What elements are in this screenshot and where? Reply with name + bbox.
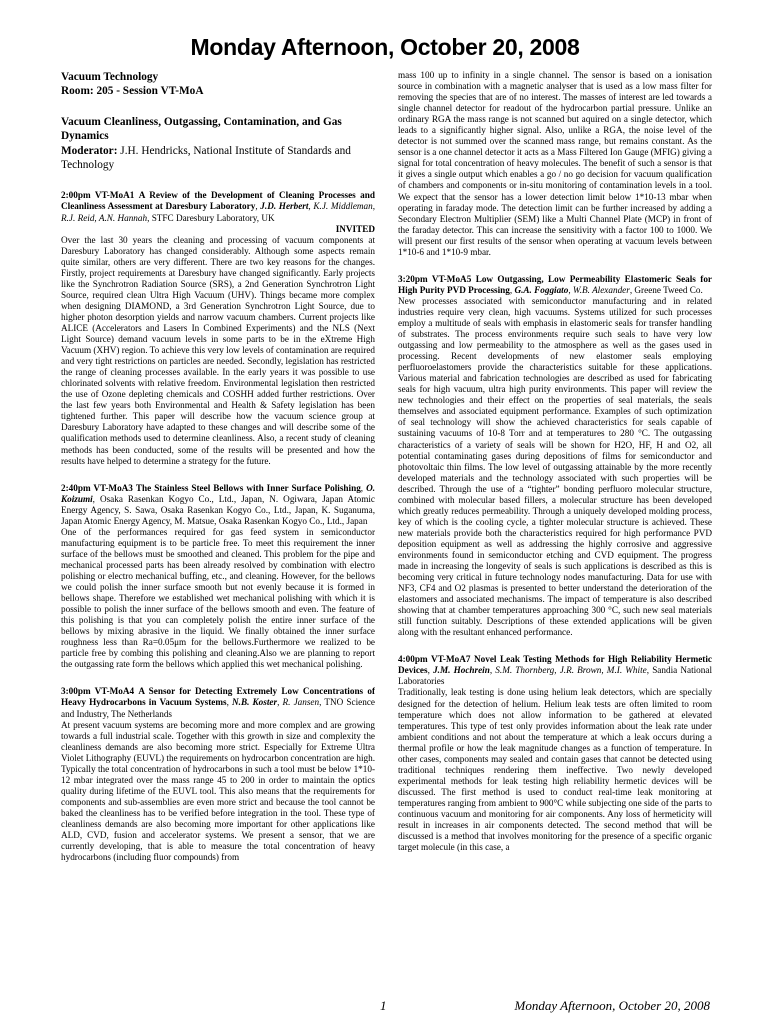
abstract-presenter: J.D. Herbert <box>260 201 309 212</box>
abstract-title: Novel Leak Testing Methods for High Reliability Hermetic Devices <box>398 654 712 676</box>
abstract-header: 2:00pm VT-MoA1 A Review of the Development of Cleaning Processes and Cleanliness Assessment at Daresbury Laboratory, J.D. Herbert, K.J. Middleman, R.J. Reid, A.N. Hannah, STFC Daresbury Laboratory, UK <box>61 190 375 223</box>
moderator-label: Moderator: <box>61 144 118 157</box>
session-room: Room: 205 - Session VT-MoA <box>61 85 204 98</box>
abstract-vt-moa5 <box>398 274 712 639</box>
abstract-body-continued: mass 100 up to infinity in a single channel. The sensor is based on a ionisation source in combination with a magnetic analyser that is used as a low mass filter for removing the species that are of no interest. The masses of interest are led towards a single channel detector for readout of the hydrocarbon partial pressure. Unlike an ordinary RGA the mass range is not scanned but aquired on a single detector, which leads to a significantly higher signal. Also, unlike a RGA, the noise level of the detector is not summed over the scanned mass range, but remains constant. As the sensor is a one channel detector it acts as a Mass Filtered Ion Gauge (MFIG) giving a signal for total concentration of heavy molecules. The benefit of such a sensor is that it gives a single output which enables a go / no go decision for vacuum qualification of chambers and components or in-situ monitoring of contamination levels in a tool. We expect that the sensor has a lower detection limit below 1*10-13 mbar when operating in faraday mode. The detection limit can be further increased by adding a Secondary Electron Multiplier (SEM) like a Multi Channel Plate (MCP) in front of the faraday detector. This can increase the sensitivity with a factor 100 to 1000. We will present our first results of the sensor when operating at vacuum levels between 1*10-6 and 1*10-9 mbar. <box>398 70 712 257</box>
abstract-affiliation: Sandia National Laboratories <box>398 665 712 687</box>
abstract-vt-moa4-continued <box>398 70 712 258</box>
session-topic: Vacuum Cleanliness, Outgassing, Contamination, and Gas Dynamics <box>61 115 342 143</box>
session-moderator <box>61 144 375 173</box>
abstract-header: 4:00pm VT-MoA7 Novel Leak Testing Methods for High Reliability Hermetic Devices, J.M. Hochrein, S.M. Thornberg, J.R. Brown, M.I. White, Sandia National Laboratories <box>398 654 712 687</box>
abstract-vt-moa1 <box>61 190 375 466</box>
abstract-title: Low Outgassing, Low Permeability Elastomeric Seals for High Purity PVD Processing <box>398 273 712 295</box>
abstract-vt-moa7 <box>398 654 712 853</box>
abstract-vt-moa3 <box>61 483 375 671</box>
page-number: 1 <box>380 998 387 1013</box>
abstract-coauthors: K.J. Middleman, R.J. Reid, A.N. Hannah <box>61 201 375 223</box>
page-title: Monday Afternoon, October 20, 2008 <box>190 34 580 60</box>
left-column <box>61 70 375 1000</box>
abstract-time-id: 2:40pm VT-MoA3 <box>61 482 133 493</box>
abstract-presenter: N.B. Koster <box>232 697 278 708</box>
abstract-body: Over the last 30 years the cleaning and processing of vacuum components at Daresbury Laboratory has changed considerably. Although some aspects remain quite similar, others are very different. There are two key reasons for the changes. Firstly, project requirements at Daresbury have changed significantly. Early projects like the Synchrotron Radiation Source (SRS), a 2nd Generation Synchrotron Light Source, required clean Ultra High Vacuum (UHV). Things became more complex when designing DIAMOND, a 3rd Generation Synchrotron Light Source, due to higher photon desorption yields and narrow vacuum chambers. Current projects like ALICE (Accelerators and Lasers In Combined Experiments) and the NLS (Next Light Source) demand vacuum levels in some parts to be in the eXtreme High Vacuum (XHV) region. To achieve this very low levels of contamination are required and very tight restrictions on particles are needed. Secondly, legislation has restricted the range of cleaning processes available. In the early years it was possible to use chlorinated solvents with relative freedom. Environmental legislation then restricted the use of Ozone depleting chemicals and COSHH added further restrictions. Over the last few years both Environmental and Health & Safety legislation has been tightened further. This paper will describe how the vacuum science group at Daresbury Laboratory have adapted to these changes and will describe some of the qualification methods used to determine cleanliness. Also, a recent study of cleaning methods has been conducted, some of the results will be presented and how the results have helped to determine a strategy for the future. <box>61 234 375 466</box>
abstract-affiliation: STFC Daresbury Laboratory, UK <box>151 212 275 223</box>
abstract-body: At present vacuum systems are becoming more and more complex and are growing towards a full industrial scale. Together with this growth in size and complexity the cleanliness demands are also becoming more strict. Especially for Extreme Ultra Violet Lithography (EUVL) the requirements on hydrocarbon concentration are high. Typically the total concentration of hydrocarbons in such a tool must be below 1*10-12 mbar integrated over the mass range 45 to 200 in order to maintain the optics quality during lifetime of the EUVL tool. This also means that the requirements for components and sub-assemblies are even more strict and because the tool cannot be baked the cleanliness has to be verified before integration in the tool. These type of cleanliness demands are also becoming more important for other applications like ALD, CVD, fusion and accelerator systems. We present a sensor, that we are currently developing, that is able to measure the total concentration of heavy hydrocarbons (including fluor compounds) from <box>61 719 375 863</box>
abstract-title: A Review of the Development of Cleaning Processes and Cleanliness Assessment at Daresbury Laboratory <box>61 190 375 212</box>
invited-label: INVITED <box>335 223 375 234</box>
abstract-time-id: 2:00pm VT-MoA1 <box>61 190 135 201</box>
abstract-coauthors: R. Jansen <box>282 697 320 708</box>
abstract-body: Traditionally, leak testing is done using helium leak detectors, which are specially designed for the detection of helium. Helium leak tests are often limited to room temperature which does not allow information to be gathered at elevated temperatures. This type of test only provides information about the leak rate under ambient conditions and not about the temperature at which a leak occurs during a thermal profile or how the leak magnitude changes as a function of temperature. In other cases, components may sealed and contain gases that cannot be detected using traditional techniques rendering them ineffective. Two newly developed experimental methods for leak testing high reliability hermetic devices will be discussed. The first method is used to conduct real-time leak monitoring at temperatures ranging from ambient to 900°C while subjecting one side of the parts to continuous vacuum and monitoring for air components. Any loss of hermeticity will result in increases in air components detected. The second method that will be discussed is a method that involves monitoring for the presence of a specific organic target molecule (in this case, a <box>398 687 712 853</box>
abstract-presenter: O. Koizumi <box>61 482 375 504</box>
moderator-name: J.H. Hendricks, National Institute of Standards and Technology <box>61 144 351 172</box>
abstract-coauthors: S.M. Thornberg, J.R. Brown, M.I. White <box>495 665 647 676</box>
abstract-vt-moa4 <box>61 686 375 863</box>
abstract-affiliation: TNO Science and Industry, The Netherlands <box>61 697 375 719</box>
abstract-title: The Stainless Steel Bellows with Inner Surface Polishing <box>135 482 361 493</box>
abstract-title: A Sensor for Detecting Extremely Low Concentrations of Heavy Hydrocarbons in Vacuum Systems <box>61 686 375 708</box>
abstract-time-id: 3:20pm VT-MoA5 <box>398 273 472 284</box>
abstract-time-id: 4:00pm VT-MoA7 <box>398 654 471 665</box>
abstract-header: 2:40pm VT-MoA3 The Stainless Steel Bellows with Inner Surface Polishing, O. Koizumi, Osaka Rasenkan Kogyo Co., Ltd., Japan, N. Ogiwara, Japan Atomic Energy Agency, S. Sawa, Osaka Rasenkan Kogyo Co., Ltd., Japan, K. Suganuma, Japan Atomic Energy Agency, M. Matsue, Osaka Rasenkan Kogyo Co., Ltd., Japan <box>61 482 375 526</box>
abstract-body: One of the performances required for gas feed system in semiconductor manufacturing equipment is to be particle free. To meet this requirement the inner surface of the bellows must be smoothed and cleaned. This problem for the pipe and mechanical processed parts has been already resolved by combination with electro polishing or electro mechanical buffing, etc., and cleaning. However, for the bellows we could polish the inner surface smooth but not evenly because it is formed in bellows shape. Therefore we established wet mechanical polishing with which it is possible to polish the inner surface of the bellows smooth and even. The feature of this polishing is that you can completely polish the entire inner surface of the bellows by mixing abrasive in the liquid. We finally obtained the inner surface roughness less than Ra=0.05μm for the bellows.Furthermore we realized to be particle free by combing this polishing and cleaning.Also we are planning to report the outgassing rate form the bellows which applied this wet mechanical polishing. <box>61 526 375 670</box>
abstract-coauthors: W.B. Alexander <box>572 284 630 295</box>
abstract-affiliation: Greene Tweed Co. <box>634 284 703 295</box>
footer-date: Monday Afternoon, October 20, 2008 <box>514 998 710 1013</box>
abstract-presenter: J.M. Hochrein <box>433 665 490 676</box>
abstract-header: 3:00pm VT-MoA4 A Sensor for Detecting Extremely Low Concentrations of Heavy Hydrocarbons in Vacuum Systems, N.B. Koster, R. Jansen, TNO Science and Industry, The Netherlands <box>61 686 375 719</box>
abstract-body: New processes associated with semiconductor manufacturing and in related industries require very clean, high vacuums. Systems utilized for such processes employ a multitude of seals with emphasis in elastomeric seals for transfer handling of substrates. The process environments require such seals to have very low outgassing and low permeability to the atmosphere as well as the gases used in processing. Recent developments of new elastomer seals employing perfluoroelastomers provide the characteristics suitable for these applications. Various material and fabrication technologies are described as used for fabricating seals for high vacuum, ultra high purity environments. This paper will review the new technologies and their effect on the properties of seal materials, the seals themselves and associated equipment performance. Examples of such optimization of seal technology will show the achieved characteristics for seals capable of sustaining vacuums of 10-8 Torr and at temperatures to 280 °C. The outgassing characteristics of a variety of seals will be shown for H2O, HF, H and O2, all potential contaminating gases during depositions of films for semiconductor and photovoltaic thin films. The low level of outgassing attainable by the more recently developed materials and the technology associated with such properties will be described. Through the use of a “tighter” bonding perfluoro molecular structure, combined with molecular based fillers, a molecular structure has been developed which greatly reduces permeability. Through a uniquely developed molding process, key of which is the cooling cycle, a tighter molecular structure is achieved. These new materials provide both the characteristics required for high performance PVD deposition equipment as well as addressing the highly corrosive and aggressive environments found in semiconductor etching and CVD equipment. The progress made in increasing the longevity of seals is such applications is described as this is becoming very critical in future technology nodes manufacturing. Data for use with NF3, CF4 and O2 plasmas is presented to better understand the deterioration of the elastomers and associated mechanisms. The impact of temperature is also described showing that at chamber temperatures approaching 300 °C, such new seal materials still function suitably. Descriptions of these extended applications will be given along with the resultant enhanced performance. <box>398 295 712 638</box>
right-column <box>398 70 712 1000</box>
abstract-affiliation: Osaka Rasenkan Kogyo Co., Ltd., Japan, N. Ogiwara, Japan Atomic Energy Agency, S. Sawa, Osaka Rasenkan Kogyo Co., Ltd., Japan, K. Suganuma, Japan Atomic Energy Agency, M. Matsue, Osaka Rasenkan Kogyo Co., Ltd., Japan <box>61 493 375 526</box>
abstract-presenter: G.A. Foggiato <box>514 284 569 295</box>
session-division: Vacuum Technology <box>61 71 159 83</box>
abstract-header: 3:20pm VT-MoA5 Low Outgassing, Low Permeability Elastomeric Seals for High Purity PVD Processing, G.A. Foggiato, W.B. Alexander, Greene Tweed Co. <box>398 273 712 295</box>
abstract-time-id: 3:00pm VT-MoA4 <box>61 686 135 697</box>
